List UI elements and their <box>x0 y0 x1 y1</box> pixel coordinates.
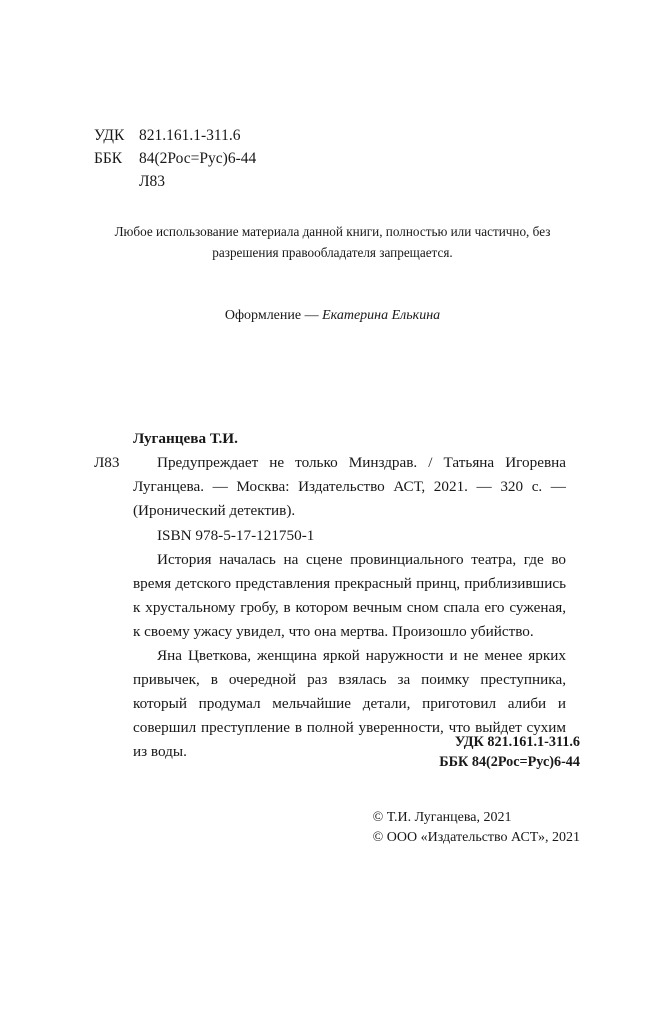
classification-row-udk <box>94 124 256 147</box>
classification-value-bbk: 84(2Рос=Рус)6-44 <box>139 150 257 167</box>
classification-repeat-block <box>439 733 580 772</box>
rights-notice: Любое использование материала данной книги, полностью или частично, без разрешения правообладателя запрещается. <box>114 224 551 260</box>
annotation-block <box>133 548 566 764</box>
classification-label-bbk: ББК <box>94 150 123 167</box>
copyright-line-author: © Т.И. Луганцева, 2021 <box>372 810 512 825</box>
design-credit-name: Екатерина Елькина <box>322 308 441 323</box>
cip-body <box>94 451 566 548</box>
cip-author-heading: Луганцева Т.И. <box>133 430 238 447</box>
cip-entry-text: Предупреждает не только Минздрав. / Татьяна Игоревна Луганцева. — Москва: Издательство АСТ, 2021. — 320 с. — (Иронический детектив). <box>133 454 566 519</box>
classification-repeat-udk: УДК 821.161.1-311.6 <box>454 734 580 750</box>
classification-label-udk: УДК <box>94 127 125 144</box>
cip-record <box>94 427 566 548</box>
design-credit <box>110 306 555 326</box>
annotation-paragraph: Яна Цветкова, женщина яркой наружности и не менее ярких привычек, в очередной раз взялась за поимку преступника, который продумал мельчайшие детали, приготовил алиби и совершил преступление в полной уверенности, что выйдет сухим из воды. <box>133 647 566 760</box>
copyright-block <box>373 808 580 847</box>
annotation-paragraph: История началась на сцене провинциального театра, где во время детского представления прекрасный принц, приблизившись к хрустальному гробу, в котором вечным сном спала его суженая, к своему ужасу увидел, что она мертва. Произошло убийство. <box>133 551 566 640</box>
design-credit-prefix: Оформление — <box>224 308 323 323</box>
classification-value-shelf: Л83 <box>139 173 166 190</box>
classification-row-bbk <box>94 147 256 170</box>
cip-isbn: ISBN 978-5-17-121750-1 <box>157 527 315 544</box>
classification-row-shelf <box>94 170 256 193</box>
copyright-line-publisher: © ООО «Издательство АСТ», 2021 <box>372 829 580 845</box>
cip-shelf-mark: Л83 <box>94 454 120 471</box>
classification-block <box>94 124 256 193</box>
classification-repeat-bbk: ББК 84(2Рос=Рус)6-44 <box>439 753 580 770</box>
classification-value-udk: 821.161.1-311.6 <box>139 127 241 144</box>
